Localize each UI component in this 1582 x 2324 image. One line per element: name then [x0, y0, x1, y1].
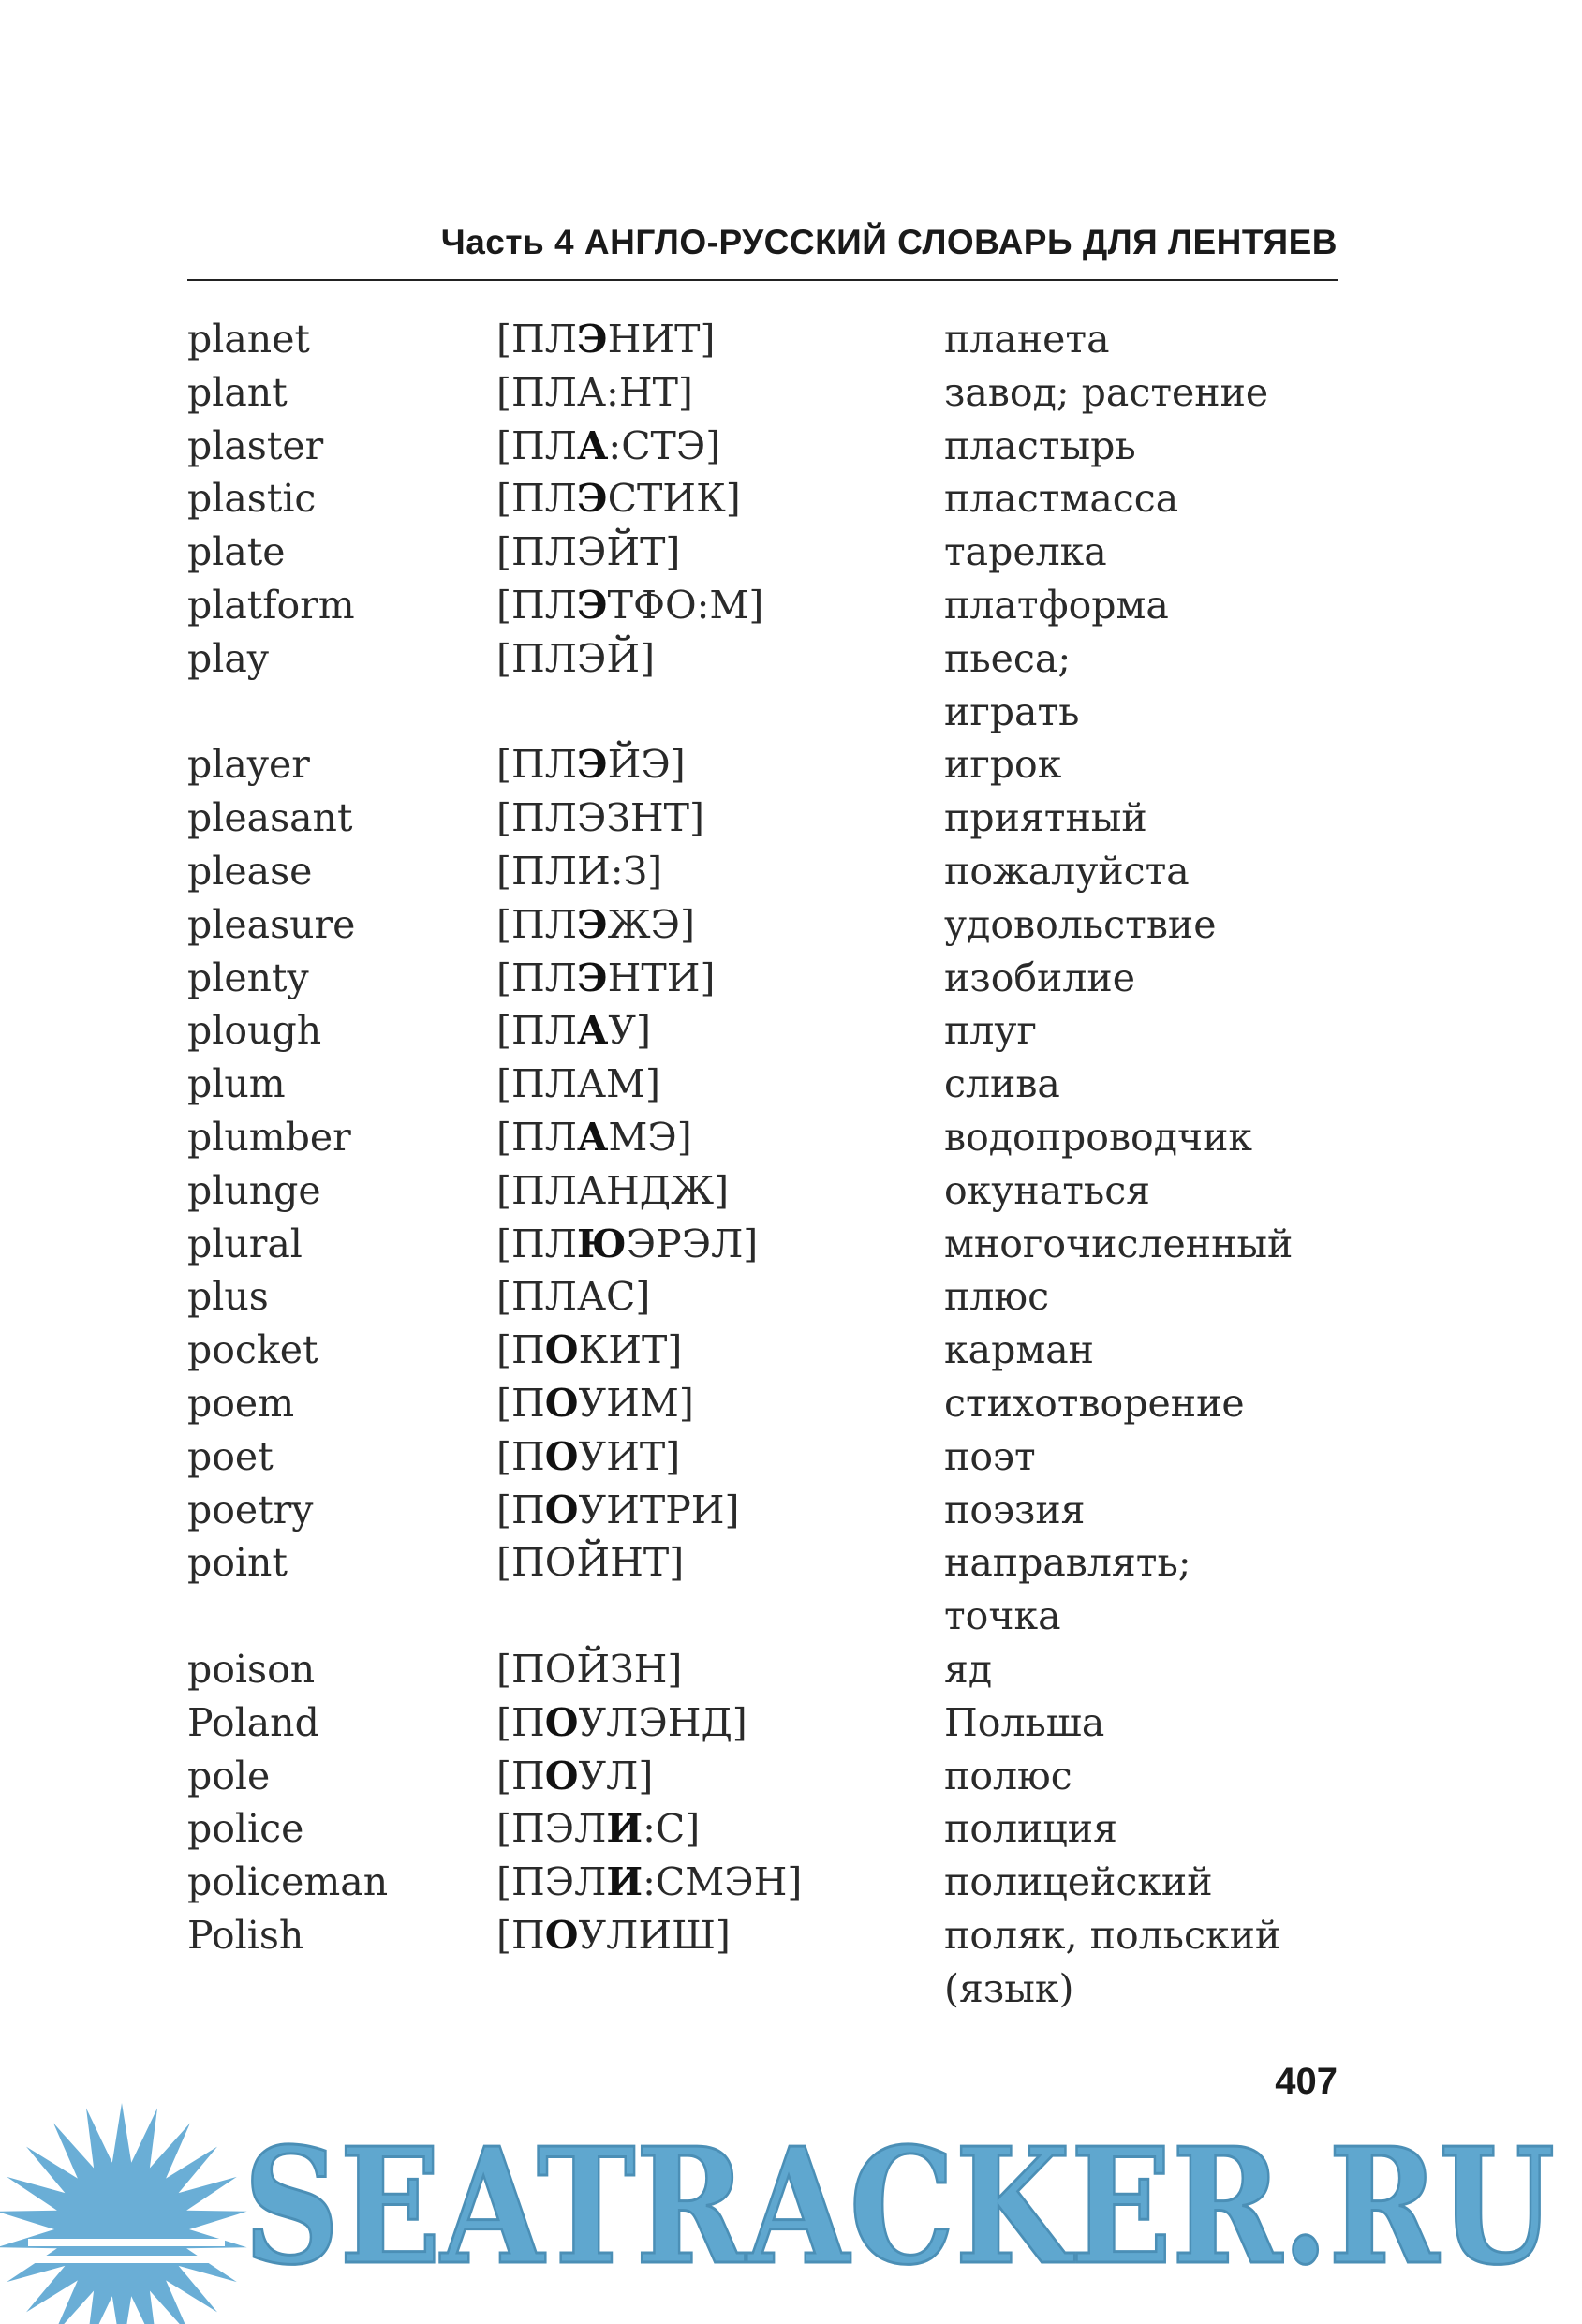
entry-translation: полюс [944, 1753, 1072, 1799]
entry-transcription [496, 313, 715, 366]
entry-translation: направлять; точка [944, 1540, 1191, 1639]
transcription-part: ТФО:М] [607, 583, 764, 628]
entry-translation: игрок [944, 742, 1062, 788]
transcription-part: [ПЛ [496, 422, 577, 468]
entry-translation: поляк, польский (язык) [944, 1913, 1281, 2011]
dictionary-entry [187, 1164, 1368, 1218]
entry-translation: пожалуйста [944, 849, 1190, 894]
stressed-vowel: Э [576, 583, 608, 628]
entry-transcription [496, 1750, 653, 1803]
transcription-part: [ПЛ [496, 476, 577, 522]
dictionary-entry [187, 1696, 1368, 1750]
entry-transcription [496, 738, 686, 792]
entry-translation: водопроводчик [944, 1115, 1253, 1160]
dictionary-entry [187, 1536, 1368, 1643]
dictionary-entry [187, 420, 1368, 473]
entry-word: poison [187, 1647, 316, 1692]
dictionary-entry [187, 1218, 1368, 1271]
entry-word: poem [187, 1381, 295, 1426]
entry-word: point [187, 1540, 288, 1586]
transcription-part: [ПЛ [496, 583, 577, 628]
entry-word: plough [187, 1008, 322, 1054]
entry-translation: платформа [944, 583, 1169, 628]
transcription-part: [ПЛ [496, 901, 577, 947]
entry-translation: поэт [944, 1433, 1036, 1479]
watermark-text: SEATRACKER.RU [244, 2113, 1555, 2301]
entry-transcription [496, 366, 693, 420]
entry-word: Poland [187, 1699, 319, 1745]
dictionary-entry [187, 1324, 1368, 1377]
entry-transcription [496, 792, 704, 845]
dictionary-entry [187, 1111, 1368, 1164]
dictionary-entry [187, 1856, 1368, 1909]
entry-translation: пластмасса [944, 476, 1179, 522]
transcription-part: [ПЛЭЙТ] [496, 529, 681, 575]
entry-word: plenty [187, 955, 309, 1000]
stressed-vowel: Э [576, 742, 608, 788]
transcription-part: [П [496, 1753, 545, 1799]
transcription-part: ЖЭ] [607, 901, 696, 947]
entry-translation: яд [944, 1647, 993, 1692]
entry-word: planet [187, 317, 310, 362]
dictionary-entry [187, 1909, 1368, 2016]
transcription-part: [ПЛА:НТ] [496, 369, 693, 415]
entry-word: poet [187, 1433, 274, 1479]
transcription-part: [ПЭЛ [496, 1806, 607, 1852]
transcription-part: УЛЭНД] [578, 1699, 747, 1745]
entry-word: plunge [187, 1167, 321, 1213]
entry-translation: карман [944, 1327, 1094, 1373]
dictionary-entry [187, 898, 1368, 952]
running-header [187, 223, 1338, 281]
transcription-part: [ПЛАМ] [496, 1061, 660, 1107]
entry-translation: приятный [944, 795, 1147, 841]
entry-translation: изобилие [944, 955, 1136, 1000]
entry-translation: тарелка [944, 529, 1107, 575]
stressed-vowel: А [576, 422, 609, 468]
dictionary-entry [187, 1270, 1368, 1324]
transcription-part: [ПЛ [496, 1221, 577, 1266]
transcription-part: :С] [643, 1806, 701, 1852]
dictionary-entry [187, 632, 1368, 739]
stressed-vowel: Э [576, 476, 608, 522]
entry-translation: многочисленный [944, 1221, 1294, 1266]
transcription-part: ЭРЭЛ] [626, 1221, 759, 1266]
entry-transcription [496, 1484, 740, 1537]
entry-word: player [187, 742, 310, 788]
dictionary-entry [187, 845, 1368, 898]
dictionary-entry [187, 579, 1368, 632]
transcription-part: [П [496, 1433, 545, 1479]
entry-word: plum [187, 1061, 286, 1107]
entry-transcription [496, 1909, 731, 1962]
transcription-part: МЭ] [608, 1115, 692, 1160]
entry-transcription [496, 420, 720, 473]
stressed-vowel: А [576, 1115, 609, 1160]
dictionary-entry [187, 366, 1368, 420]
dictionary-entry [187, 525, 1368, 579]
stressed-vowel: О [544, 1487, 579, 1532]
transcription-part: СТИК] [607, 476, 741, 522]
transcription-part: [ПОЙНТ] [496, 1540, 685, 1586]
entry-word: plus [187, 1274, 269, 1320]
transcription-part: [ПЛ [496, 955, 577, 1000]
entry-transcription [496, 1430, 680, 1484]
stressed-vowel: О [544, 1913, 579, 1958]
entry-transcription [496, 472, 741, 525]
entry-word: pleasant [187, 795, 353, 841]
stressed-vowel: Ю [576, 1221, 627, 1266]
transcription-part: [П [496, 1327, 545, 1373]
transcription-part: [ПЛ [496, 1115, 577, 1160]
dictionary-entry [187, 313, 1368, 366]
dictionary-entry [187, 792, 1368, 845]
transcription-part: [ПЛАС] [496, 1274, 651, 1320]
header-title: Часть 4 АНГЛО-РУССКИЙ СЛОВАРЬ ДЛЯ ЛЕНТЯЕВ [440, 223, 1338, 261]
entry-word: Polish [187, 1913, 304, 1958]
transcription-part: [ПОЙЗН] [496, 1647, 683, 1692]
entry-translation: Польша [944, 1699, 1105, 1745]
entry-translation: планета [944, 317, 1110, 362]
entry-translation: стихотворение [944, 1381, 1245, 1426]
entry-word: pole [187, 1753, 271, 1799]
entry-translation: поэзия [944, 1487, 1086, 1532]
entry-transcription [496, 1536, 684, 1590]
dictionary-entry [187, 1802, 1368, 1856]
entry-transcription [496, 579, 763, 632]
entry-word: plant [187, 369, 288, 415]
dictionary-entry [187, 952, 1368, 1005]
stressed-vowel: Э [576, 955, 608, 1000]
transcription-part: [ПЭЛ [496, 1859, 607, 1905]
transcription-part: НТИ] [607, 955, 716, 1000]
entry-translation: слива [944, 1061, 1060, 1107]
transcription-part: :СМЭН] [643, 1859, 803, 1905]
entry-word: please [187, 849, 313, 894]
transcription-part: НИТ] [607, 317, 716, 362]
entry-word: plumber [187, 1115, 351, 1160]
entry-word: pleasure [187, 901, 356, 947]
transcription-part: У] [608, 1008, 651, 1054]
transcription-part: [ПЛ [496, 317, 577, 362]
entry-transcription [496, 1802, 700, 1856]
dictionary-entry [187, 1430, 1368, 1484]
entry-transcription [496, 1270, 650, 1324]
entry-transcription [496, 1696, 747, 1750]
dictionary-entry [187, 1484, 1368, 1537]
stressed-vowel: О [544, 1327, 579, 1373]
stressed-vowel: И [606, 1806, 643, 1852]
entry-translation: пьеса; играть [944, 635, 1080, 734]
entry-word: police [187, 1806, 304, 1852]
entry-transcription [496, 1324, 682, 1377]
entry-word: play [187, 635, 269, 681]
stressed-vowel: О [544, 1699, 579, 1745]
stressed-vowel: Э [576, 901, 608, 947]
dictionary-entry [187, 738, 1368, 792]
transcription-part: [ПЛАНДЖ] [496, 1167, 730, 1213]
entry-transcription [496, 1643, 682, 1696]
transcription-part: [ПЛЭЙ] [496, 635, 656, 681]
transcription-part: [ПЛ [496, 742, 577, 788]
transcription-part: :СТЭ] [608, 422, 721, 468]
dictionary-entry [187, 472, 1368, 525]
entry-transcription [496, 952, 715, 1005]
entry-transcription [496, 1058, 660, 1111]
entry-translation: окунаться [944, 1167, 1151, 1213]
transcription-part: УИТРИ] [578, 1487, 740, 1532]
dictionary-entry [187, 1058, 1368, 1111]
entry-transcription [496, 1218, 758, 1271]
stressed-vowel: О [544, 1433, 579, 1479]
entry-word: plate [187, 529, 286, 575]
stressed-vowel: О [544, 1381, 579, 1426]
stressed-vowel: О [544, 1753, 579, 1799]
watermark [0, 2089, 1582, 2324]
transcription-part: УЛИШ] [578, 1913, 731, 1958]
entry-translation: завод; растение [944, 369, 1269, 415]
transcription-part: ЙЭ] [607, 742, 686, 788]
transcription-part: [ПЛЭЗНТ] [496, 795, 704, 841]
dictionary-entry [187, 1643, 1368, 1696]
entry-word: plural [187, 1221, 303, 1266]
sun-logo-icon [0, 2103, 247, 2324]
transcription-part: УИТ] [578, 1433, 681, 1479]
entry-translation: плюс [944, 1274, 1050, 1320]
transcription-part: [П [496, 1699, 545, 1745]
transcription-part: [П [496, 1381, 545, 1426]
transcription-part: УЛ] [578, 1753, 654, 1799]
transcription-part: [ПЛИ:З] [496, 849, 663, 894]
entry-word: platform [187, 583, 355, 628]
dictionary-entry [187, 1004, 1368, 1058]
transcription-part: [П [496, 1487, 545, 1532]
transcription-part: [П [496, 1913, 545, 1958]
entry-transcription [496, 1856, 802, 1909]
dictionary-entry [187, 1377, 1368, 1430]
entry-transcription [496, 1377, 694, 1430]
entry-translation: пластырь [944, 422, 1136, 468]
entry-transcription [496, 1004, 651, 1058]
entry-word: poetry [187, 1487, 314, 1532]
entry-transcription [496, 898, 695, 952]
entry-word: plastic [187, 476, 317, 522]
entry-transcription [496, 845, 662, 898]
stressed-vowel: А [576, 1008, 609, 1054]
page-number: 407 [1275, 2061, 1338, 2102]
entry-translation: удовольствие [944, 901, 1217, 947]
stressed-vowel: Э [576, 317, 608, 362]
entry-transcription [496, 632, 655, 686]
entry-translation: полицейский [944, 1859, 1213, 1905]
entry-transcription [496, 1111, 692, 1164]
entry-translation: полиция [944, 1806, 1117, 1852]
entry-transcription [496, 525, 680, 579]
entry-word: policeman [187, 1859, 389, 1905]
entry-word: pocket [187, 1327, 318, 1373]
stressed-vowel: И [606, 1859, 643, 1905]
transcription-part: [ПЛ [496, 1008, 577, 1054]
transcription-part: УИМ] [578, 1381, 694, 1426]
dictionary-entry [187, 1750, 1368, 1803]
entry-word: plaster [187, 422, 324, 468]
transcription-part: КИТ] [578, 1327, 683, 1373]
entry-transcription [496, 1164, 729, 1218]
entry-translation: плуг [944, 1008, 1037, 1054]
